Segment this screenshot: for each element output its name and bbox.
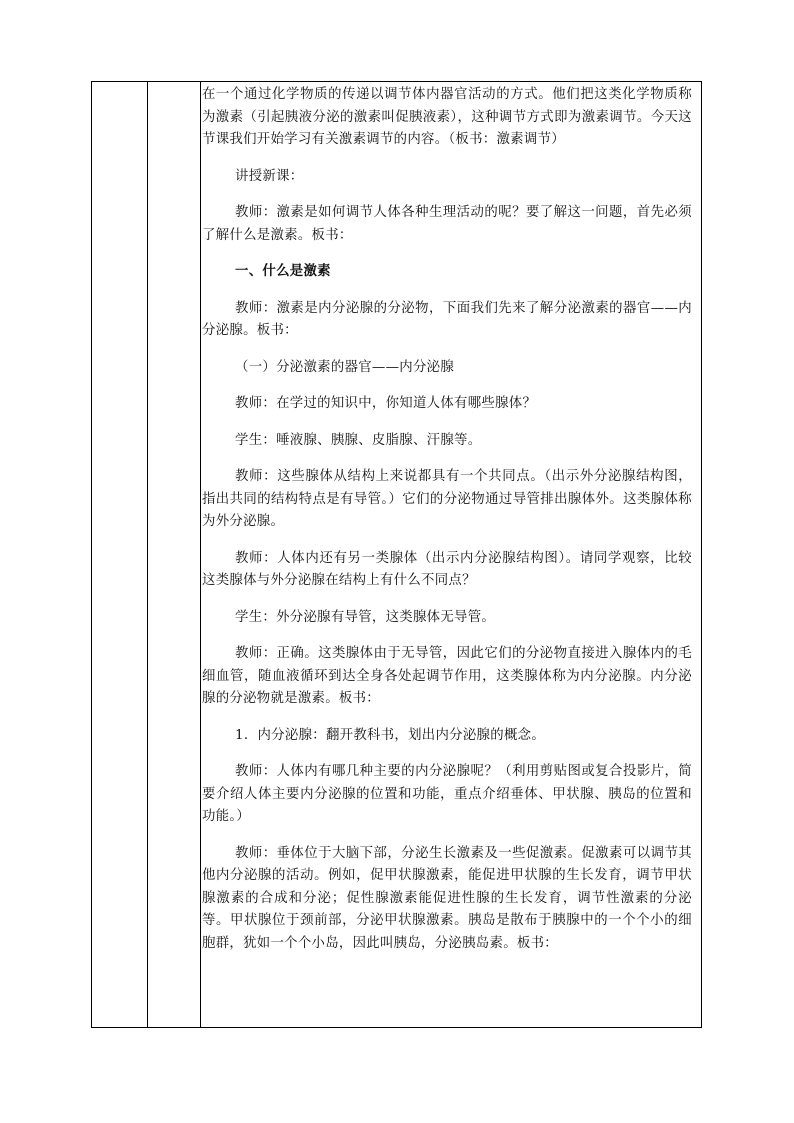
section-heading: 一、什么是激素 [235, 264, 331, 279]
paragraph-teacher-endocrine-intro: 教师：激素是内分泌腺的分泌物，下面我们先来了解分泌激素的器官——内分泌腺。板书： [202, 300, 692, 338]
paragraph-teacher-exocrine: 教师：这些腺体从结构上来说都具有一个共同点。（出示外分泌腺结构图，指出共同的结构特点是有导管。）它们的分泌物通过导管排出腺体外。这类腺体称为外分泌腺。 [202, 469, 692, 529]
paragraph-student-answer-glands: 学生：唾液腺、胰腺、皮脂腺、汗腺等。 [235, 432, 482, 448]
paragraph-student-answer-ducts: 学生：外分泌腺有导管，这类腺体无导管。 [235, 609, 496, 625]
lesson-content-cell [202, 84, 692, 955]
paragraph-new-lesson: 讲授新课： [235, 168, 304, 184]
paragraph-teacher-compare: 教师：人体内还有另一类腺体（出示内分泌腺结构图）。请同学观察，比较这类腺体与外分泌腺在结构上有什么不同点？ [202, 550, 692, 588]
lesson-table [91, 81, 702, 1028]
paragraph-teacher-main-glands: 教师：人体内有哪几种主要的内分泌腺呢？（利用剪贴图或复合投影片，简要介绍人体主要内分泌腺的位置和功能，重点介绍垂体、甲状腺、胰岛的位置和功能。） [202, 764, 692, 824]
paragraph-teacher-endocrine-definition: 教师：正确。这类腺体由于无导管，因此它们的分泌物直接进入腺体内的毛细血管，随血液循环到达全身各处起调节作用，这类腺体称为内分泌腺。内分泌腺的分泌物就是激素。板书： [202, 646, 692, 706]
subsection-heading: （一）分泌激素的器官——内分泌腺 [235, 359, 455, 375]
paragraph-teacher-question: 教师：激素是如何调节人体各种生理活动的呢？要了解这一问题，首先必须了解什么是激素。板书： [202, 205, 692, 243]
paragraph-teacher-glands-question: 教师：在学过的知识中，你知道人体有哪些腺体？ [235, 396, 537, 411]
paragraph-intro-continuation: 在一个通过化学物质的传递以调节体内器官活动的方式。他们把这类化学物质称为激素（引起胰液分泌的激素叫促胰液素），这种调节方式即为激素调节。今天这节课我们开始学习有关激素调节的内容。（板书：激素调节） [202, 87, 692, 147]
list-item-endocrine-gland: 1．内分泌腺：翻开教科书，划出内分泌腺的概念。 [235, 727, 546, 743]
column-divider-left [147, 82, 148, 1027]
column-divider-right [200, 82, 201, 1027]
paragraph-teacher-pituitary: 教师：垂体位于大脑下部，分泌生长激素及一些促激素。促激素可以调节其他内分泌腺的活动。例如，促甲状腺激素，能促进甲状腺的生长发育，调节甲状腺激素的合成和分泌；促性腺激素能促进性腺的生长发育，调节性激素的分泌等。甲状腺位于颈前部，分泌甲状腺激素。胰岛是散布于胰腺中的一个个小的细胞群，犹如一个个小岛，因此叫胰岛，分泌胰岛素。板书： [202, 845, 692, 951]
